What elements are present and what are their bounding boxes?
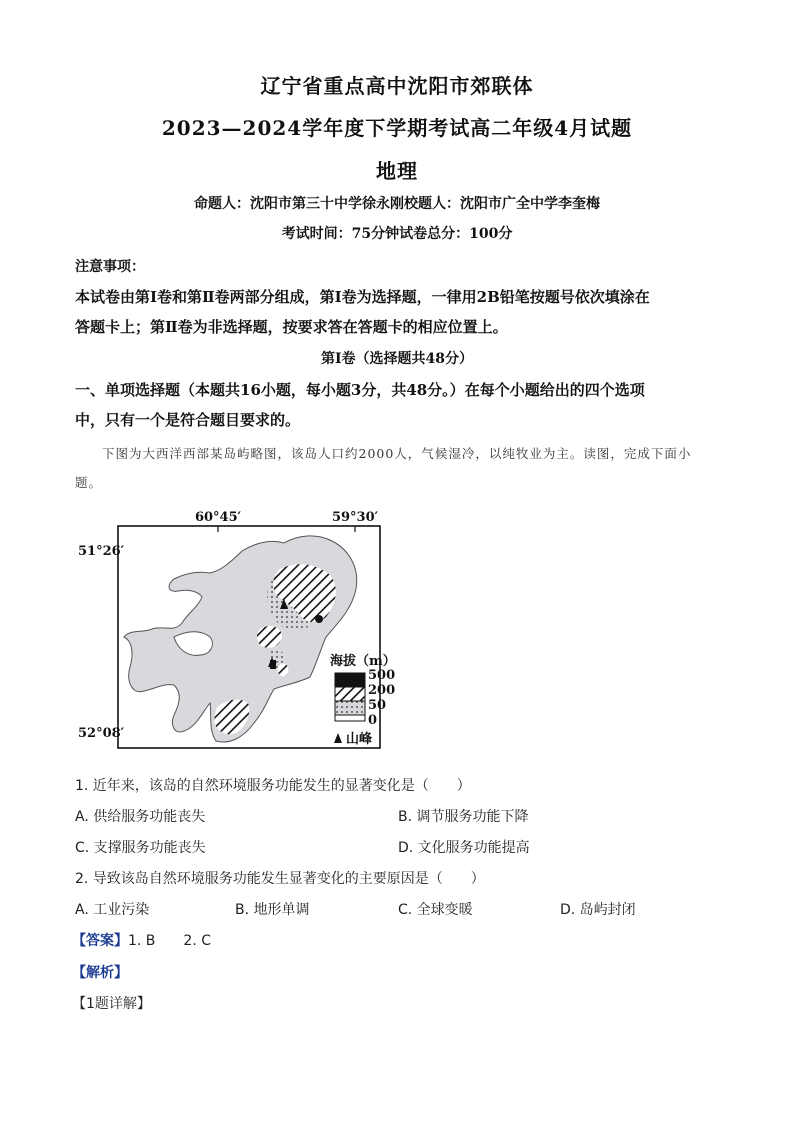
question-2-option-d: D. 岛屿封闭 [560,902,636,918]
question-1-stem: 1. 近年来，该岛的自然环境服务功能发生的显著变化是（ ） [75,778,471,794]
question-1-option-c: C. 支撑服务功能丧失 [75,840,206,856]
notice-line1: 本试卷由第Ⅰ卷和第Ⅱ卷两部分组成，第Ⅰ卷为选择题，一律用2B铅笔按题号依次填涂在 [75,288,650,306]
elevation-500-spot [315,615,323,623]
answer-label: 【答案】 [72,933,128,949]
question-2-option-a: A. 工业污染 [75,902,150,918]
exam-title-line2: 2023—2024学年度下学期考试高二年级4月试题 [161,116,633,140]
island-map [70,505,410,755]
legend-swatch-0 [335,715,365,721]
section-instruction-line1: 一、单项选择题（本题共16小题，每小题3分，共48分。）在每个小题给出的四个选项 [75,381,645,399]
question-2-option-c: C. 全球变暖 [398,902,473,918]
question-2-option-b: B. 地形单调 [235,902,310,918]
question-2-stem: 2. 导致该岛自然环境服务功能发生显著变化的主要原因是（ ） [75,871,485,887]
section-title: 第Ⅰ卷（选择题共48分） [320,351,474,367]
legend-peak-label: 山峰 [346,732,373,747]
detail-label: 【1题详解】 [72,996,151,1012]
subject-title: 地理 [376,159,418,183]
question-1-option-d: D. 文化服务功能提高 [398,840,530,856]
lon-label-right: 59°30′ [331,510,379,525]
lat-label-top: 51°26′ [78,544,125,559]
question-1-option-b: B. 调节服务功能下降 [398,809,529,825]
exam-info: 考试时间：75分钟试卷总分：100分 [281,226,513,242]
legend-level: 200 [368,683,396,698]
answer-line [72,930,211,950]
intro-line1: 下图为大西洋西部某岛屿略图，该岛人口约2000人，气候湿冷，以纯牧业为主。读图，完成下面小 [102,446,692,461]
legend-title: 海拔（m） [330,654,396,669]
legend-swatch-200 [335,687,365,701]
notice-heading: 注意事项： [75,259,145,275]
author-line: 命题人：沈阳市第三十中学徐永刚校题人：沈阳市广全中学李奎梅 [194,196,600,212]
lon-label-left: 60°45′ [194,510,242,525]
notice-line2: 答题卡上；第Ⅱ卷为非选择题，按要求答在答题卡的相应位置上。 [75,318,508,336]
intro-line2: 题。 [75,475,103,490]
legend-swatch-50 [335,701,365,715]
section-instruction-line2: 中，只有一个是符合题目要求的。 [75,411,301,429]
legend-level: 0 [368,713,378,728]
answer-content: 1. B 2. C [128,933,211,949]
analysis-label: 【解析】 [72,965,128,981]
legend-level: 50 [368,698,387,713]
exam-title-line1: 辽宁省重点高中沈阳市郊联体 [260,74,534,98]
question-1-option-a: A. 供给服务功能丧失 [75,809,206,825]
lat-label-bottom: 52°08′ [78,726,125,741]
legend-swatch-500 [335,673,365,687]
legend-level: 500 [368,668,396,683]
